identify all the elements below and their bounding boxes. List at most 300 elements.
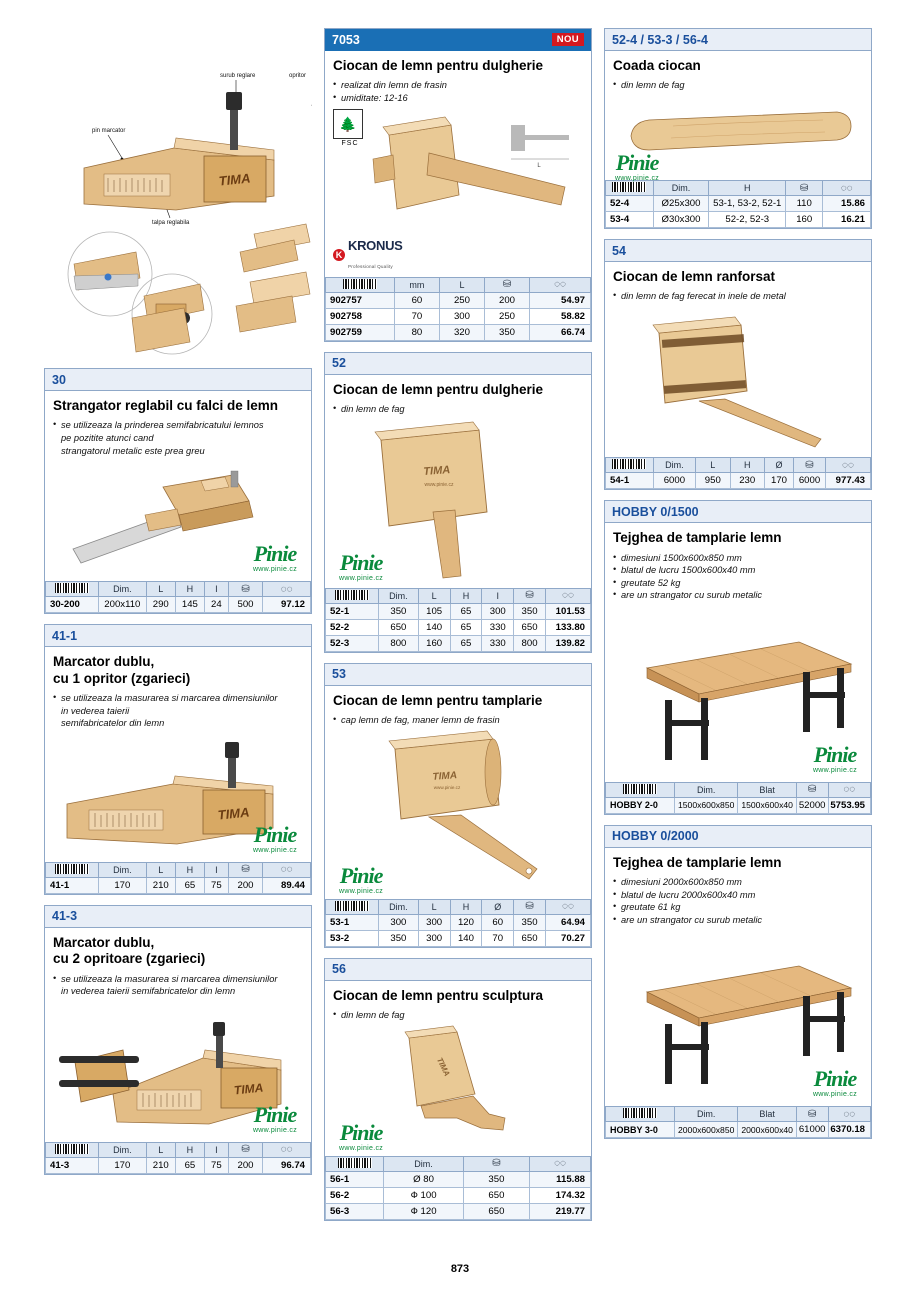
th-weight <box>796 782 828 797</box>
cell-weight: 61000 <box>796 1122 828 1138</box>
cell-l: 300 <box>439 308 484 324</box>
table-header-row <box>606 782 871 797</box>
brand-url: www.pinie.cz <box>339 887 384 895</box>
card-header-7053 <box>325 29 591 51</box>
th-barcode <box>46 582 99 597</box>
card-body-54 <box>605 262 871 457</box>
th-pack <box>828 1107 870 1122</box>
bullet: • realizat din lemn de frasin <box>333 79 583 92</box>
pack-icon: ◌◌ <box>842 459 854 471</box>
cell-price: 89.44 <box>263 877 311 893</box>
pack-icon: ◌◌ <box>840 182 853 194</box>
product-title: Coada ciocan <box>613 58 701 73</box>
bullet: • din lemn de fag <box>333 403 583 416</box>
brand-name: Pinie <box>339 549 383 575</box>
th-barcode <box>606 181 654 196</box>
brand-name: Pinie <box>615 150 659 176</box>
product-image-41-3 <box>53 998 303 1138</box>
barcode-icon <box>623 1108 657 1118</box>
cell-diameter: 60 <box>482 914 514 930</box>
th-i: I <box>204 582 228 597</box>
kronus-mark-icon: K <box>333 249 345 261</box>
cell-dim: Ø 80 <box>384 1171 464 1187</box>
th-l: L <box>146 862 175 877</box>
bullet: • greutate 61 kg <box>613 901 863 914</box>
table-row <box>326 1203 591 1219</box>
table-header-row <box>326 1156 591 1171</box>
cell-weight: 350 <box>463 1171 529 1187</box>
card-body-hobby-1500 <box>605 523 871 782</box>
th-dim: Dim. <box>99 1142 147 1157</box>
card-header-41-3 <box>45 906 311 928</box>
spec-table-41-1 <box>45 862 311 894</box>
bullet: • se utilizeaza la masurarea si marcarea dimensiunilor <box>53 973 303 986</box>
bullet: • greutate 52 kg <box>613 577 863 590</box>
cell-weight: 110 <box>786 196 823 212</box>
product-code: 30 <box>52 372 66 387</box>
weight-icon: ⛁ <box>807 784 817 796</box>
svg-text:TIMA: TIMA <box>217 170 252 189</box>
th-dim: Dim. <box>674 782 738 797</box>
cell-h: 52-2, 52-3 <box>709 212 786 228</box>
cell-code: 52-4 <box>606 196 654 212</box>
cell-dim: 200x110 <box>99 597 147 613</box>
th-barcode <box>46 862 99 877</box>
cell-dim: 300 <box>379 914 419 930</box>
cell-weight: 650 <box>514 930 546 946</box>
brand-logo-pinie <box>339 1119 384 1152</box>
spec-table-hobby-1500 <box>605 782 871 814</box>
pack-icon: ◌◌ <box>843 1108 856 1120</box>
th-weight <box>484 277 529 292</box>
th-dim: Dim. <box>653 458 695 473</box>
product-image-41-1 <box>53 730 303 858</box>
th-diameter: Ø <box>764 458 793 473</box>
table-row <box>606 196 871 212</box>
product-card-hobby-1500 <box>604 500 872 815</box>
card-header-hobby-2000 <box>605 826 871 848</box>
cell-dim: 6000 <box>653 473 695 489</box>
brand-url: www.pinie.cz <box>339 574 384 582</box>
card-header-52 <box>325 353 591 375</box>
column-right <box>604 28 872 1139</box>
bullet: • umiditate: 12-16 <box>333 92 583 105</box>
spec-table-53 <box>325 899 591 947</box>
th-diameter: Ø <box>482 899 514 914</box>
cell-h: 65 <box>450 603 482 619</box>
th-barcode <box>606 782 675 797</box>
svg-text:TIMA: TIMA <box>233 1080 264 1098</box>
card-body-7053 <box>325 51 591 277</box>
barcode-icon <box>338 1158 372 1168</box>
th-dim: Dim. <box>653 181 709 196</box>
brand-url: www.pinie.cz <box>812 766 857 774</box>
barcode-icon <box>55 864 89 874</box>
title-line-1: Marcator dublu, <box>53 934 155 950</box>
weight-icon: ⛁ <box>241 864 250 876</box>
cell-weight: 350 <box>514 914 546 930</box>
brand-sub: Professional Quality <box>348 263 393 269</box>
weight-icon: ⛁ <box>241 1144 250 1156</box>
svg-text:www.pinie.cz: www.pinie.cz <box>433 784 461 790</box>
marking-gauge-diagram <box>44 28 312 358</box>
brand-logo-pinie <box>615 152 659 182</box>
cell-diameter: 170 <box>764 473 793 489</box>
product-bullets <box>333 403 583 416</box>
cell-price: 15.86 <box>823 196 871 212</box>
cell-dim: Ф 120 <box>384 1203 464 1219</box>
cell-price: 70.27 <box>545 930 590 946</box>
label-talpa-reglabila: talpa reglabila <box>152 220 190 226</box>
product-code: 7053 <box>332 32 360 47</box>
cell-code: 53-1 <box>326 914 379 930</box>
cell-weight: 800 <box>514 635 546 651</box>
brand-logo-pinie <box>252 1101 297 1134</box>
spec-table-30 <box>45 581 311 613</box>
cell-l: 210 <box>146 1157 175 1173</box>
cell-price: 5753.95 <box>828 797 870 813</box>
product-title: Tejghea de tamplarie lemn <box>613 854 782 870</box>
cell-l: 105 <box>418 603 450 619</box>
cell-code: 902758 <box>326 308 395 324</box>
product-code: 41-1 <box>52 628 78 643</box>
th-dim: Dim. <box>379 588 419 603</box>
spec-table-hobby-2000 <box>605 1106 871 1138</box>
status-badge-nou: NOU <box>552 33 584 46</box>
spec-table-7053 <box>325 277 591 341</box>
th-h: H <box>730 458 764 473</box>
product-card-30 <box>44 368 312 614</box>
bullet: • are un strangator cu surub metalic <box>613 914 863 927</box>
brand-logo-kronus <box>333 237 583 273</box>
product-card-hobby-2000 <box>604 825 872 1140</box>
product-card-54 <box>604 239 872 490</box>
product-title <box>53 654 303 687</box>
th-barcode <box>46 1142 99 1157</box>
brand-url: www.pinie.cz <box>339 1144 384 1152</box>
weight-icon: ⛁ <box>805 459 814 471</box>
marking-gauge-svg <box>44 28 312 358</box>
th-pack <box>828 782 870 797</box>
th-l: L <box>418 588 450 603</box>
svg-text:TIMA: TIMA <box>422 463 451 478</box>
svg-text:L: L <box>537 162 541 169</box>
svg-text:TIMA: TIMA <box>216 804 251 823</box>
th-blat: Blat <box>738 782 796 797</box>
cell-weight: 650 <box>463 1187 529 1203</box>
cell-code: 52-3 <box>326 635 379 651</box>
pack-icon: ◌◌ <box>562 590 574 602</box>
svg-text:TIMA: TIMA <box>432 769 458 783</box>
cell-price: 174.32 <box>530 1187 591 1203</box>
cell-code: 53-4 <box>606 212 654 228</box>
cell-dim: 170 <box>99 1157 147 1173</box>
th-h: H <box>175 1142 204 1157</box>
cell-weight: 200 <box>228 1157 262 1173</box>
spec-table-52 <box>325 588 591 652</box>
tree-icon: 🌲 <box>339 115 357 132</box>
cell-code: 41-1 <box>46 877 99 893</box>
th-l: L <box>146 1142 175 1157</box>
technical-drawing-card <box>44 28 312 358</box>
barcode-icon <box>55 583 89 593</box>
bullet-cont: semifabricatelor din lemn <box>61 718 165 729</box>
product-card-56 <box>324 958 592 1221</box>
cell-h: 120 <box>450 914 482 930</box>
spec-table-41-3 <box>45 1142 311 1174</box>
product-image-30 <box>53 457 303 577</box>
table-header-row <box>606 1107 871 1122</box>
table-row <box>606 1122 871 1138</box>
th-h: H <box>450 588 482 603</box>
th-weight <box>463 1156 529 1171</box>
th-dim: Dim. <box>384 1156 464 1171</box>
th-blat: Blat <box>738 1107 796 1122</box>
brand-name: KRONUS <box>348 237 403 253</box>
barcode-icon <box>343 279 377 289</box>
brand-name: Pinie <box>813 1066 857 1092</box>
th-weight <box>514 588 546 603</box>
cell-i: 75 <box>204 1157 228 1173</box>
th-i: I <box>482 588 514 603</box>
product-bullets <box>53 419 303 457</box>
table-row <box>46 597 311 613</box>
product-card-7053 <box>324 28 592 342</box>
table-header-row <box>46 862 311 877</box>
svg-text:www.pinie.cz: www.pinie.cz <box>424 481 454 488</box>
card-header-30 <box>45 369 311 391</box>
th-l: L <box>146 582 175 597</box>
bullet: • dimesiuni 1500x600x850 mm <box>613 552 863 565</box>
page-columns <box>44 28 876 1221</box>
table-row <box>46 877 311 893</box>
product-title: Ciocan de lemn ranforsat <box>613 269 776 285</box>
cell-dim: 2000x600x850 <box>674 1122 738 1138</box>
product-bullets <box>613 876 863 926</box>
spec-table-52-4 <box>605 180 871 228</box>
cell-dim: 650 <box>379 619 419 635</box>
cell-price: 115.88 <box>530 1171 591 1187</box>
card-body-52 <box>325 375 591 588</box>
th-barcode <box>326 588 379 603</box>
brand-logo-pinie <box>813 1068 857 1098</box>
table-row <box>326 1171 591 1187</box>
label-pin-marcator: pin marcator <box>92 128 126 134</box>
product-bullets <box>613 79 863 92</box>
bullet: • are un strangator cu surub metalic <box>613 589 863 602</box>
product-image-hobby-2000 <box>613 926 863 1102</box>
th-pack <box>263 582 311 597</box>
table-row <box>606 212 871 228</box>
table-row <box>606 473 871 489</box>
cell-weight: 200 <box>228 877 262 893</box>
cell-mm: 70 <box>394 308 439 324</box>
bullet-cont: in vederea taierii semifabricatelor din lemn <box>61 986 236 997</box>
product-title: Tejghea de tamplarie lemn <box>613 530 782 546</box>
th-weight <box>228 1142 262 1157</box>
th-barcode <box>326 899 379 914</box>
pack-icon: ◌◌ <box>562 901 574 913</box>
brand-logo-pinie <box>339 862 384 895</box>
th-l: L <box>696 458 730 473</box>
table-row <box>326 292 591 308</box>
card-header-54 <box>605 240 871 262</box>
column-middle <box>324 28 592 1221</box>
cell-l: 140 <box>418 619 450 635</box>
spec-table-54 <box>605 457 871 489</box>
title-line-1: Marcator dublu, <box>53 654 155 670</box>
product-title: Ciocan de lemn pentru tamplarie <box>333 692 543 708</box>
cell-price: 58.82 <box>530 308 591 324</box>
product-image-52 <box>333 416 583 584</box>
brand-logo-pinie <box>812 741 857 774</box>
cell-h: 65 <box>175 1157 204 1173</box>
cell-weight: 200 <box>484 292 529 308</box>
table-row <box>326 930 591 946</box>
product-bullets <box>613 552 863 602</box>
weight-icon: ⛁ <box>525 590 534 602</box>
brand-name: Pinie <box>253 1101 297 1127</box>
cell-h: 65 <box>450 619 482 635</box>
product-title: Strangator reglabil cu falci de lemn <box>53 398 279 413</box>
cell-dim: 350 <box>379 930 419 946</box>
column-left <box>44 28 312 1175</box>
cell-i: 75 <box>204 877 228 893</box>
cell-code: 902757 <box>326 292 395 308</box>
product-bullets <box>333 714 583 727</box>
title-line-2: cu 2 opritoare (zgarieci) <box>53 951 206 967</box>
product-image-56 <box>333 1022 583 1152</box>
bullet: • din lemn de fag ferecat in inele de metal <box>613 290 863 303</box>
bullet: • dimesiuni 2000x600x850 mm <box>613 876 863 889</box>
table-header-row <box>606 181 871 196</box>
th-weight <box>228 862 262 877</box>
cell-weight: 350 <box>514 603 546 619</box>
product-code: 56 <box>332 962 346 977</box>
cell-price: 97.12 <box>263 597 311 613</box>
th-dim: Dim. <box>379 899 419 914</box>
th-weight <box>228 582 262 597</box>
th-h: H <box>175 862 204 877</box>
bullet: • blatul de lucru 2000x600x40 mm <box>613 889 863 902</box>
th-weight <box>514 899 546 914</box>
cell-i: 24 <box>204 597 228 613</box>
cell-mm: 60 <box>394 292 439 308</box>
cell-code: 56-3 <box>326 1203 384 1219</box>
bullet: • din lemn de fag <box>333 1009 583 1022</box>
th-mm: mm <box>394 277 439 292</box>
th-h: H <box>175 582 204 597</box>
cell-l: 300 <box>418 930 450 946</box>
product-card-41-1 <box>44 624 312 895</box>
table-row <box>606 797 871 813</box>
product-card-41-3 <box>44 905 312 1175</box>
table-header-row <box>46 1142 311 1157</box>
cell-l: 290 <box>146 597 175 613</box>
cell-mm: 80 <box>394 324 439 340</box>
cell-price: 977.43 <box>825 473 870 489</box>
pack-icon: ◌◌ <box>280 583 293 595</box>
bullet-cont: pe pozitite atunci cand <box>61 433 154 444</box>
cell-dim: Ф 100 <box>384 1187 464 1203</box>
product-image-52-4 <box>613 92 863 183</box>
cell-weight: 160 <box>786 212 823 228</box>
table-row <box>326 308 591 324</box>
table-header-row <box>606 458 871 473</box>
cell-weight: 350 <box>484 324 529 340</box>
barcode-icon <box>55 1144 89 1154</box>
th-pack <box>530 277 591 292</box>
barcode-icon <box>335 901 369 911</box>
product-code: 53 <box>332 667 346 682</box>
weight-icon: ⛁ <box>807 1108 817 1120</box>
cell-code: 52-2 <box>326 619 379 635</box>
card-body-41-3 <box>45 928 311 1142</box>
th-barcode <box>606 1107 675 1122</box>
weight-icon: ⛁ <box>800 182 809 194</box>
card-body-30 <box>45 391 311 581</box>
card-body-41-1 <box>45 647 311 862</box>
table-header-row <box>326 899 591 914</box>
th-l: L <box>439 277 484 292</box>
th-h: H <box>709 181 786 196</box>
pack-icon: ◌◌ <box>280 864 293 876</box>
cell-code: 902759 <box>326 324 395 340</box>
cell-dim: Ø30x300 <box>653 212 709 228</box>
cell-dim: 170 <box>99 877 147 893</box>
brand-url: www.pinie.cz <box>252 846 297 854</box>
product-code: 41-3 <box>52 909 78 924</box>
spec-table-56 <box>325 1156 591 1220</box>
cell-dim: 800 <box>379 635 419 651</box>
card-header-52-4 <box>605 29 871 51</box>
title-line-2: cu 1 opritor (zgarieci) <box>53 670 191 686</box>
cell-code: HOBBY 3-0 <box>606 1122 675 1138</box>
cell-h: 53-1, 53-2, 52-1 <box>709 196 786 212</box>
brand-name: Pinie <box>339 1119 383 1145</box>
th-dim: Dim. <box>674 1107 738 1122</box>
th-pack <box>545 588 590 603</box>
cell-code: 52-1 <box>326 603 379 619</box>
weight-icon: ⛁ <box>492 1158 501 1170</box>
cell-weight: 52000 <box>796 797 828 813</box>
card-header-53 <box>325 664 591 686</box>
th-h: H <box>450 899 482 914</box>
brand-url: www.pinie.cz <box>615 175 660 183</box>
th-pack <box>825 458 870 473</box>
brand-name: Pinie <box>813 741 857 767</box>
pack-icon: ◌◌ <box>843 784 856 796</box>
th-barcode <box>606 458 654 473</box>
cell-weight: 650 <box>514 619 546 635</box>
product-title: Ciocan de lemn pentru sculptura <box>333 987 544 1003</box>
bullet-cont: strangatorul metalic este prea greu <box>61 445 205 456</box>
weight-icon: ⛁ <box>525 901 534 913</box>
brand-url: www.pinie.cz <box>252 1126 297 1134</box>
pack-icon: ◌◌ <box>554 1158 566 1170</box>
cell-price: 6370.18 <box>828 1122 870 1138</box>
product-bullets <box>333 79 583 104</box>
brand-logo-pinie <box>253 543 297 573</box>
cell-h: 140 <box>450 930 482 946</box>
cell-h: 65 <box>450 635 482 651</box>
product-card-52 <box>324 352 592 653</box>
cell-l: 320 <box>439 324 484 340</box>
pack-icon: ◌◌ <box>280 1144 293 1156</box>
th-pack <box>823 181 871 196</box>
th-pack <box>545 899 590 914</box>
brand-logo-pinie <box>252 821 297 854</box>
